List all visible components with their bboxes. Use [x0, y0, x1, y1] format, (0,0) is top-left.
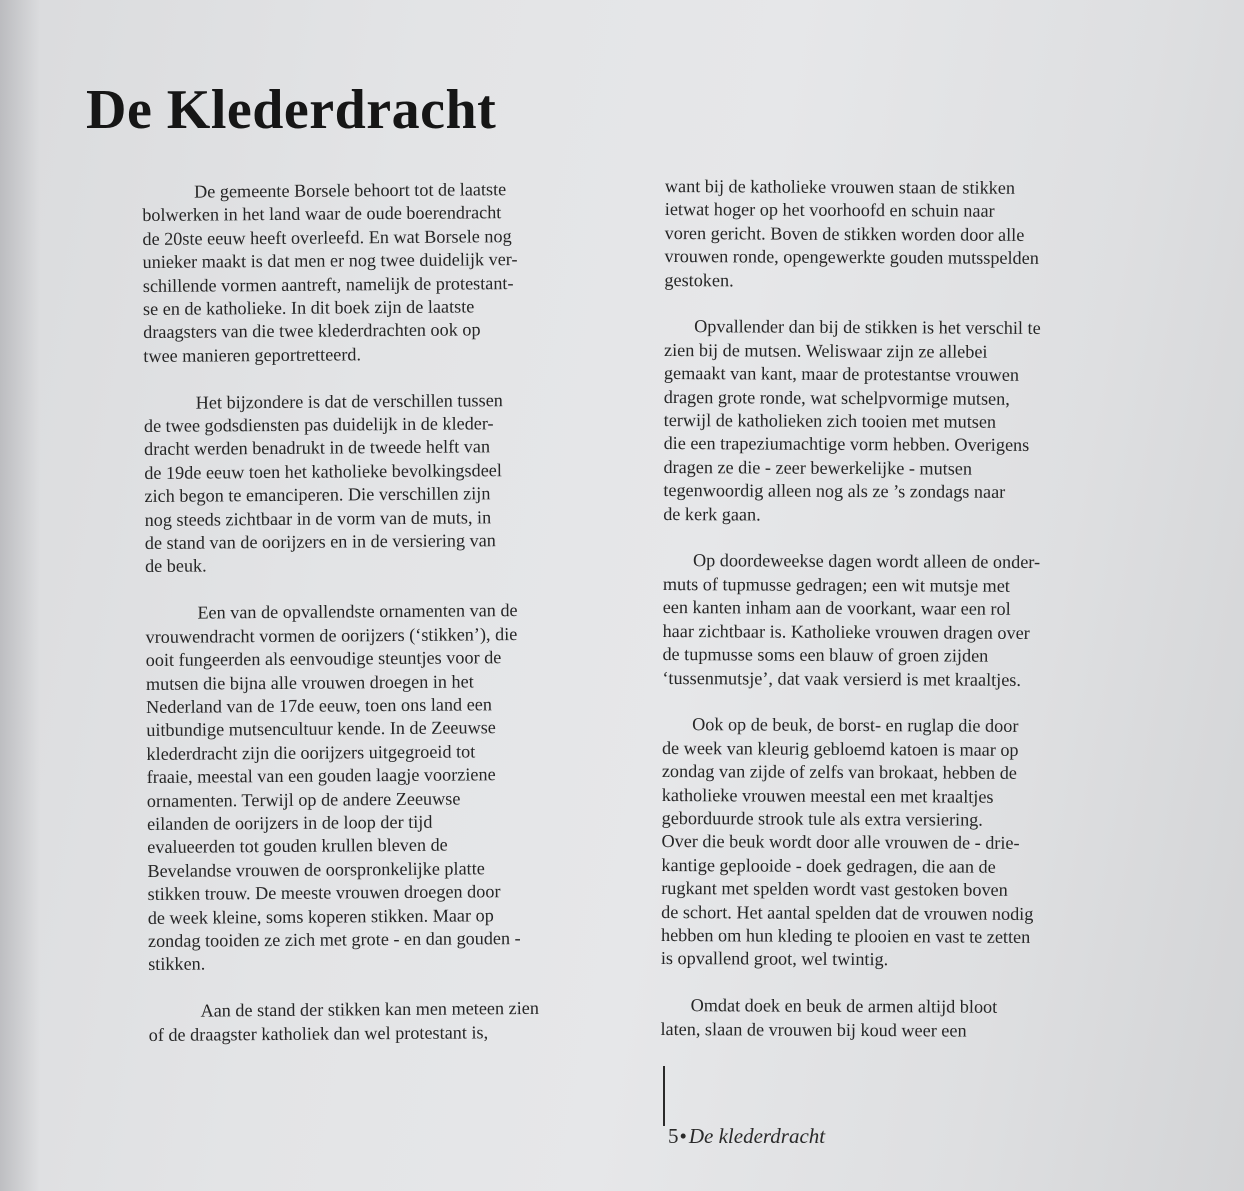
- paragraph: [148, 996, 618, 1047]
- text-line: Ook op de beuk, de borst- en ruglap die door: [692, 714, 1019, 737]
- text-line: vrouwen ronde, opengewerkte gouden mutsspelden: [664, 246, 1039, 269]
- text-line: zien bij de mutsen. Weliswaar zijn ze allebei: [664, 339, 988, 362]
- text-line: mutsen die bijna alle vrouwen droegen in het: [145, 670, 474, 694]
- text-line: stikken.: [148, 953, 206, 975]
- paragraph: [661, 713, 1142, 973]
- text-line: unieker maakt is dat men er nog twee duidelijk ver-: [142, 249, 518, 273]
- footer-rule: [663, 1066, 665, 1126]
- paragraph: [142, 177, 613, 368]
- text-line: Het bijzondere is dat de verschillen tussen: [195, 389, 503, 413]
- text-line: Omdat doek en beuk de armen altijd bloot: [690, 995, 998, 1017]
- page-title: De Klederdracht: [86, 79, 497, 141]
- paragraph: [663, 315, 1144, 528]
- text-line: ietwat hoger op het voorhoofd en schuin naar: [664, 199, 995, 222]
- text-line: gemaakt van kant, maar de protestantse vrouwen: [663, 363, 1020, 386]
- text-line: uitbundige mutsencultuur kende. In de Zeeuwse: [146, 717, 496, 741]
- text-line: dracht werden benadrukt in de tweede helft van: [144, 436, 491, 460]
- text-line: Op doordeweekse dagen wordt alleen de onder-: [692, 550, 1041, 573]
- text-line: dragen grote ronde, wat schelpvormige mutsen,: [663, 386, 1010, 409]
- text-line: dragen ze die - zeer bewerkelijke - mutsen: [663, 456, 973, 479]
- text-line: de week van kleurig gebloemd katoen is maar op: [661, 737, 1019, 760]
- text-line: Opvallender dan bij de stikken is het verschil te: [694, 316, 1041, 339]
- text-line: Een van de opvallendste ornamenten van de: [197, 600, 518, 623]
- text-line: tegenwoordig alleen nog als ze ’s zondags naar: [663, 480, 1006, 503]
- text-line: Nederland van de 17de eeuw, toen ons land een: [146, 694, 492, 717]
- text-line: twee manieren geportretteerd.: [143, 344, 362, 366]
- text-line: muts of tupmusse gedragen; een wit mutsje met: [662, 573, 1010, 596]
- text-line: want bij de katholieke vrouwen staan de stikken: [664, 175, 1016, 198]
- text-line: nog steeds zichtbaar in de vorm van de muts, in: [144, 506, 492, 530]
- text-line: die een trapeziumachtige vorm hebben. Overigens: [663, 433, 1030, 456]
- running-title: De klederdracht: [688, 1124, 826, 1148]
- text-line: ‘tussenmutsje’, dat vaak versierd is met kraaltjes.: [662, 667, 1022, 690]
- paragraph: [664, 175, 1145, 295]
- text-line: een kanten inham aan de voorkant, waar een rol: [662, 597, 1011, 620]
- page-shadow: [0, 0, 40, 1191]
- text-line: zich begon te emanciperen. Die verschillen zijn: [144, 483, 491, 507]
- text-line: zondag van zijde of zelfs van brokaat, hebben de: [661, 761, 1017, 783]
- text-line: Over die beuk wordt door alle vrouwen de - drie-: [661, 831, 1020, 854]
- text-line: of de draagster katholiek dan wel protestant is,: [148, 1021, 489, 1045]
- text-line: Bevelandse vrouwen de oorspronkelijke platte: [147, 858, 485, 881]
- text-line: ooit fungeerden als eenvoudige steuntjes voor de: [145, 647, 502, 671]
- text-line: gestoken.: [664, 269, 734, 290]
- text-line: de tupmusse soms een blauw of groen zijden: [662, 644, 989, 666]
- text-line: laten, slaan de vrouwen bij koud weer een: [660, 1018, 967, 1041]
- text-line: de twee godsdiensten pas duidelijk in de kleder-: [143, 413, 494, 437]
- text-line: geborduurde strook tule als extra versiering.: [661, 807, 983, 830]
- paragraph: [145, 599, 618, 977]
- paragraph: [144, 388, 615, 579]
- paragraph: [660, 994, 1140, 1043]
- text-line: klederdracht zijn die oorijzers uitgegroeid tot: [146, 741, 476, 764]
- text-line: de beuk.: [144, 555, 207, 577]
- text-line: draagsters van die twee klederdrachten ook op: [143, 319, 481, 343]
- text-line: stikken trouw. De meeste vrouwen droegen door: [147, 881, 501, 905]
- text-line: evalueerden tot gouden krullen bleven de: [147, 834, 448, 858]
- text-line: de 19de eeuw toen het katholieke bevolkingsdeel: [144, 460, 502, 483]
- text-line: vrouwendracht vormen de oorijzers (‘stikken’), die: [145, 623, 518, 647]
- text-line: terwijl de katholieken zich tooien met mutsen: [663, 410, 997, 432]
- left-column: [142, 177, 619, 1070]
- text-line: hebben om hun kleding te plooien en vast te zetten: [660, 924, 1031, 947]
- text-line: De gemeente Borsele behoort tot de laatste: [194, 179, 507, 202]
- text-line: haar zichtbaar is. Katholieke vrouwen dragen over: [662, 620, 1030, 643]
- paragraph: [662, 549, 1143, 692]
- text-line: katholieke vrouwen meestal een met kraaltjes: [661, 784, 994, 807]
- text-line: kantige geplooide - doek gedragen, die aan de: [661, 854, 996, 877]
- text-line: fraaie, meestal van een gouden laagje voorziene: [146, 764, 496, 788]
- text-line: rugkant met spelden wordt vast gestoken boven: [661, 878, 1008, 900]
- right-column: [660, 175, 1145, 1067]
- text-line: se en de katholieke. In dit boek zijn de laatste: [142, 296, 475, 320]
- text-line: is opvallend groot, wel twintig.: [660, 948, 889, 970]
- text-line: Aan de stand der stikken kan men meteen zien: [200, 998, 539, 1021]
- text-line: de stand van de oorijzers en in de versiering van: [144, 530, 496, 554]
- text-line: zondag tooiden ze zich met grote - en dan gouden -: [147, 928, 521, 951]
- text-line: bolwerken in het land waar de oude boerendracht: [142, 202, 502, 226]
- text-line: de 20ste eeuw heeft overleefd. En wat Borsele nog: [142, 225, 512, 249]
- bullet-separator: •: [679, 1124, 687, 1148]
- page-number: 5: [668, 1124, 679, 1148]
- text-line: eilanden de oorijzers in de loop der tijd: [146, 811, 433, 834]
- text-line: de week kleine, soms koperen stikken. Maar op: [147, 904, 494, 928]
- text-line: voren gericht. Boven de stikken worden door alle: [664, 222, 1025, 245]
- text-line: schillende vormen aantreft, namelijk de protestant-: [142, 272, 514, 296]
- text-line: de kerk gaan.: [663, 503, 761, 525]
- text-line: ornamenten. Terwijl op de andere Zeeuwse: [146, 788, 461, 811]
- text-line: de schort. Het aantal spelden dat de vrouwen nodig: [661, 901, 1034, 924]
- page-footer: [668, 1124, 825, 1149]
